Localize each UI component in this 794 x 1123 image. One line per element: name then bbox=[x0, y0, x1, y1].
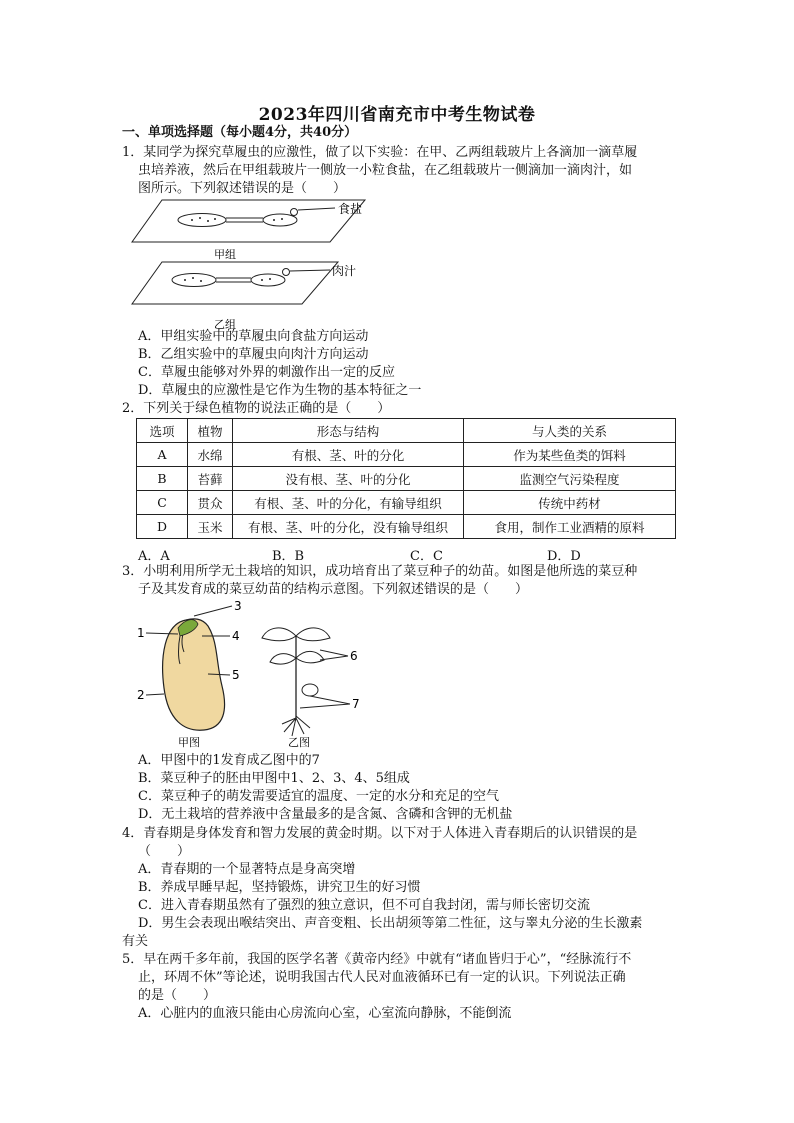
q2-answer-b: B．B bbox=[272, 549, 305, 564]
figure-b-label: 乙图 bbox=[288, 736, 310, 749]
q2-answer-d: D．D bbox=[547, 549, 581, 564]
table-row bbox=[137, 491, 676, 515]
q3-stem-line: 3．小明利用所学无土栽培的知识，成功培育出了菜豆种子的幼苗。如图是他所选的菜豆种 bbox=[122, 564, 638, 579]
q4-option-wrap: 有关 bbox=[122, 934, 149, 949]
table-row bbox=[137, 515, 676, 539]
q3-stem-line: 子及其发育成的菜豆幼苗的结构示意图。下列叙述错误的是（ ） bbox=[138, 582, 529, 597]
paramecium-slides-figure bbox=[130, 196, 380, 332]
table-cell: 食用，制作工业酒精的原料 bbox=[464, 515, 676, 539]
table-header: 选项 bbox=[137, 419, 188, 443]
q1-option: A．甲组实验中的草履虫向食盐方向运动 bbox=[138, 329, 369, 344]
table-header: 与人类的关系 bbox=[464, 419, 676, 443]
bean-seed-figure bbox=[134, 598, 374, 750]
q2-answer-c: C．C bbox=[410, 549, 443, 564]
q2-answer-a: A．A bbox=[138, 549, 170, 564]
q3-option: D．无土栽培的营养液中含量最多的是含氮、含磷和含钾的无机盐 bbox=[138, 807, 513, 822]
table-cell: 作为某些鱼类的饵料 bbox=[464, 443, 676, 467]
group-b-label: 乙组 bbox=[214, 318, 236, 331]
q1-option: B．乙组实验中的草履虫向肉汁方向运动 bbox=[138, 347, 369, 362]
table-row bbox=[137, 467, 676, 491]
q3-option: C．菜豆种子的萌发需要适宜的温度、一定的水分和充足的空气 bbox=[138, 789, 499, 804]
label-6: 6 bbox=[350, 649, 358, 663]
table-cell: 玉米 bbox=[188, 515, 233, 539]
q3-option: B．菜豆种子的胚由甲图中1、2、3、4、5组成 bbox=[138, 771, 410, 786]
q2-stem: 2．下列关于绿色植物的说法正确的是（ ） bbox=[122, 401, 391, 416]
label-3: 3 bbox=[234, 599, 242, 613]
table-cell: A bbox=[137, 443, 188, 467]
q5-stem-line: 5．早在两千多年前，我国的医学名著《黄帝内经》中就有“诸血皆归于心”，“经脉流行不 bbox=[122, 952, 632, 967]
table-cell: 传统中药材 bbox=[464, 491, 676, 515]
label-5: 5 bbox=[232, 668, 240, 682]
label-2: 2 bbox=[137, 688, 145, 702]
q1-stem-line: 图所示。下列叙述错误的是（ ） bbox=[138, 181, 347, 196]
q5-stem-line: 的是（ ） bbox=[138, 988, 217, 1003]
table-cell: D bbox=[137, 515, 188, 539]
table-header: 植物 bbox=[188, 419, 233, 443]
table-cell: 监测空气污染程度 bbox=[464, 467, 676, 491]
q4-stem-line: （ ） bbox=[138, 844, 191, 859]
table-cell: 苔藓 bbox=[188, 467, 233, 491]
table-row bbox=[137, 443, 676, 467]
label-4: 4 bbox=[232, 629, 240, 643]
q4-option: D．男生会表现出喉结突出、声音变粗、长出胡须等第二性征，这与睾丸分泌的生长激素 bbox=[138, 916, 643, 931]
table-header: 形态与结构 bbox=[233, 419, 464, 443]
table-cell: C bbox=[137, 491, 188, 515]
q1-option: D．草履虫的应激性是它作为生物的基本特征之一 bbox=[138, 383, 422, 398]
table-cell: 有根、茎、叶的分化，有输导组织 bbox=[233, 491, 464, 515]
label-1: 1 bbox=[137, 626, 145, 640]
q3-option: A．甲图中的1发育成乙图中的7 bbox=[138, 753, 320, 768]
q1-stem-line: 1．某同学为探究草履虫的应激性，做了以下实验：在甲、乙两组载玻片上各滴加一滴草履 bbox=[122, 145, 638, 160]
q1-stem-line: 虫培养液，然后在甲组载玻片一侧放一小粒食盐，在乙组载玻片一侧滴加一滴肉汁，如 bbox=[138, 163, 633, 178]
table-cell: 有根、茎、叶的分化 bbox=[233, 443, 464, 467]
q4-stem-line: 4．青春期是身体发育和智力发展的黄金时期。以下对于人体进入青春期后的认识错误的是 bbox=[122, 826, 638, 841]
table-cell: 没有根、茎、叶的分化 bbox=[233, 467, 464, 491]
page-title: 2023年四川省南充市中考生物试卷 bbox=[258, 105, 536, 125]
q5-option: A．心脏内的血液只能由心房流向心室，心室流向静脉，不能倒流 bbox=[138, 1006, 512, 1021]
table-cell: 水绵 bbox=[188, 443, 233, 467]
salt-label: 食盐 bbox=[338, 202, 363, 216]
q5-stem-line: 止，环周不休”等论述，说明我国古代人民对血液循环已有一定的认识。下列说法正确 bbox=[138, 970, 626, 985]
plants-table bbox=[136, 418, 676, 539]
table-cell: 有根、茎、叶的分化，没有输导组织 bbox=[233, 515, 464, 539]
q4-option: C．进入青春期虽然有了强烈的独立意识，但不可自我封闭，需与师长密切交流 bbox=[138, 898, 590, 913]
figure-a-label: 甲图 bbox=[178, 736, 200, 749]
q4-option: B．养成早睡早起，坚持锻炼，讲究卫生的好习惯 bbox=[138, 880, 421, 895]
q1-option: C．草履虫能够对外界的刺激作出一定的反应 bbox=[138, 365, 395, 380]
table-header-row bbox=[137, 419, 676, 443]
juice-label: 肉汁 bbox=[332, 264, 357, 278]
label-7: 7 bbox=[352, 697, 360, 711]
q4-option: A．青春期的一个显著特点是身高突增 bbox=[138, 862, 356, 877]
section-heading: 一、单项选择题（每小题4分，共40分） bbox=[122, 125, 358, 140]
group-a-label: 甲组 bbox=[214, 248, 236, 261]
table-cell: 贯众 bbox=[188, 491, 233, 515]
table-cell: B bbox=[137, 467, 188, 491]
